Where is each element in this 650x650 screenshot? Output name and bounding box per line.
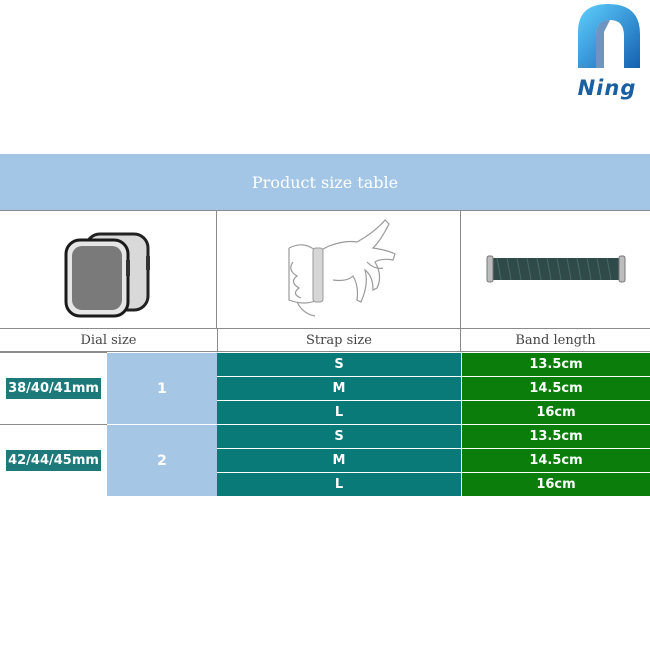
dial-size-label: 42/44/45mm: [6, 450, 101, 471]
image-row: [0, 210, 650, 328]
band-length-cell: 14.5cm: [461, 376, 650, 400]
strap-size-cell: S: [217, 352, 461, 376]
band-length-cell: 13.5cm: [461, 352, 650, 376]
strap-size-cell: M: [217, 376, 461, 400]
strap-size-cell: L: [217, 472, 461, 496]
header-strap-size: Strap size: [217, 328, 461, 352]
table-title: Product size table: [0, 154, 650, 211]
dial-size-cell: [0, 424, 107, 496]
apple-watch-case-image: [0, 210, 217, 328]
size-index-cell: 2: [107, 424, 217, 496]
header-dial-size: Dial size: [80, 332, 137, 348]
band-length-cell: 14.5cm: [461, 448, 650, 472]
dial-size-cell: [0, 352, 107, 424]
brand-name: Ning: [577, 76, 637, 100]
solo-loop-band-image: [461, 210, 650, 328]
dial-size-label: 38/40/41mm: [6, 378, 101, 399]
strap-size-cell: M: [217, 448, 461, 472]
band-image-cell: [461, 210, 650, 328]
band-length-cell: 13.5cm: [461, 424, 650, 448]
dial-image-cell: [0, 210, 217, 328]
header-band-length: Band length: [515, 332, 596, 348]
strap-size-cell: S: [217, 424, 461, 448]
ning-logo-icon: [574, 2, 644, 74]
band-length-cell: 16cm: [461, 472, 650, 496]
wrist-measurement-sketch-image: [217, 210, 461, 328]
wrist-image-cell: [217, 210, 461, 328]
brand-logo: [574, 2, 644, 102]
size-index-cell: 1: [107, 352, 217, 424]
band-length-cell: 16cm: [461, 400, 650, 424]
strap-size-cell: L: [217, 400, 461, 424]
